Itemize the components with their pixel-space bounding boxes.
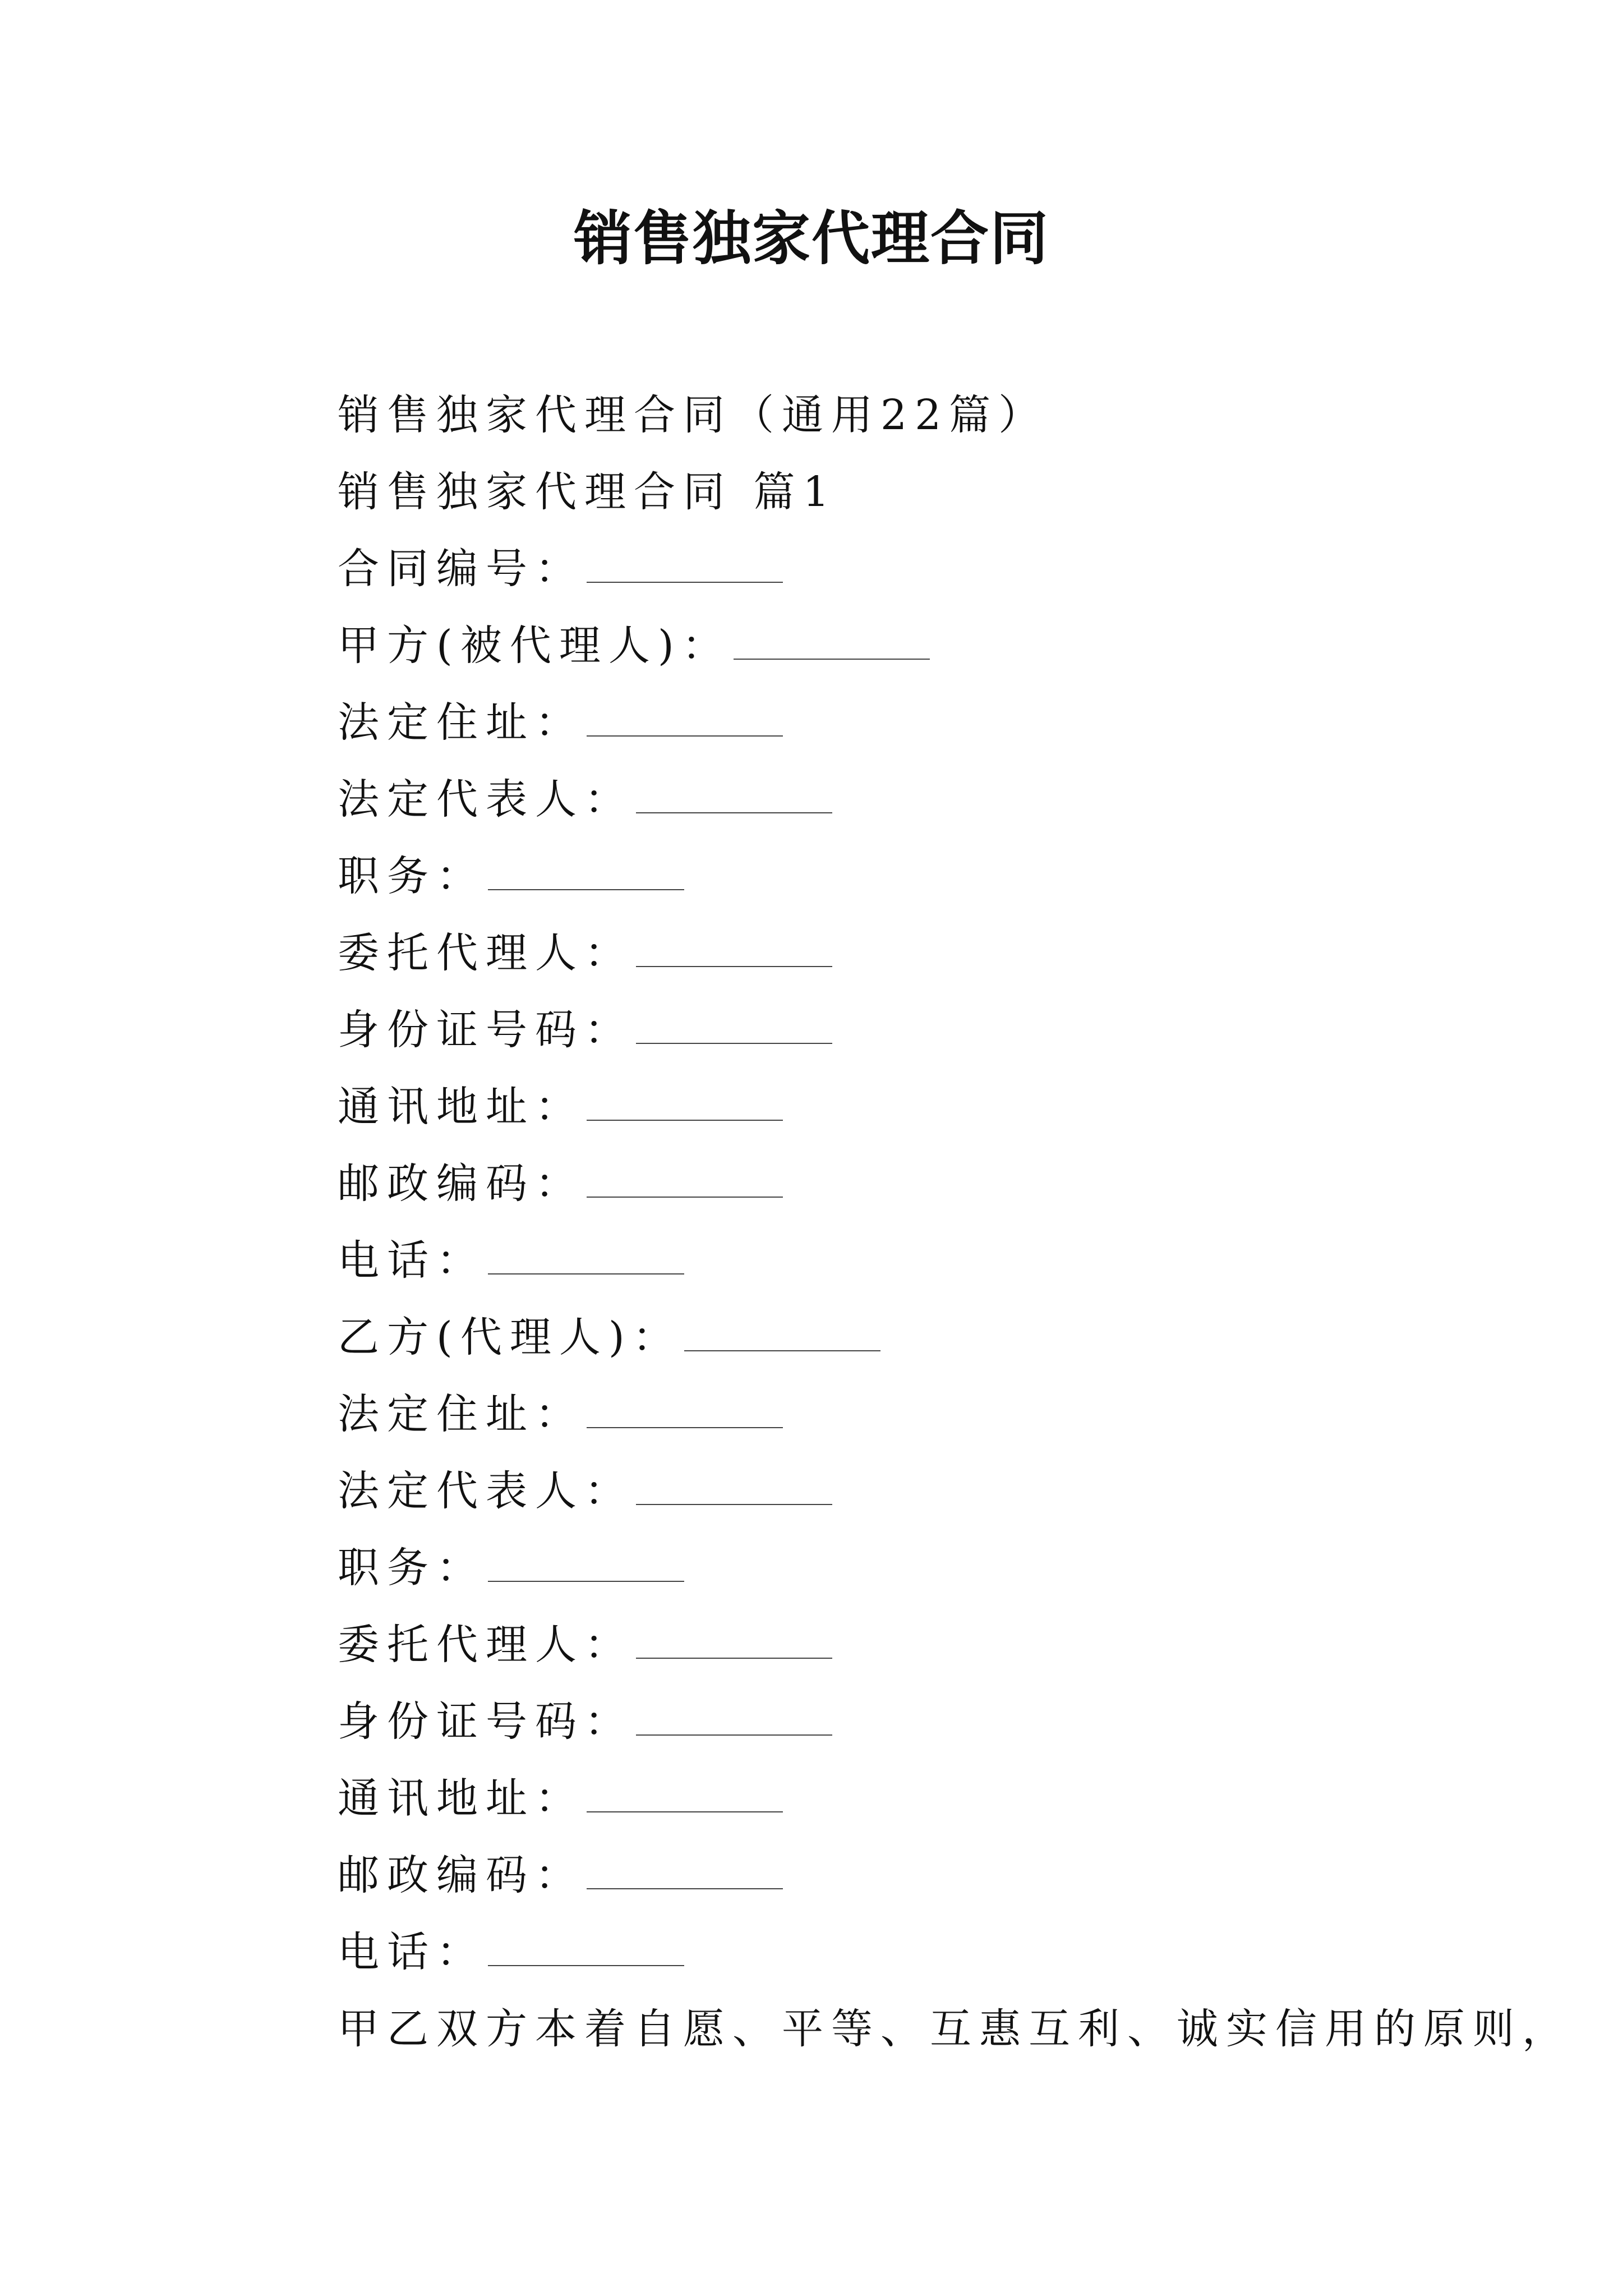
field-party-b-representative xyxy=(338,1453,1459,1530)
field-party-a-agent xyxy=(338,915,1459,992)
fill-in-blank xyxy=(636,1005,832,1044)
field-label: 法定代表人： xyxy=(338,1467,634,1515)
field-party-a-address xyxy=(338,684,1459,761)
field-party-a-position xyxy=(338,838,1459,915)
field-label: 邮政编码： xyxy=(338,1159,584,1208)
closing-paragraph: 甲乙双方本着自愿、平等、互惠互利、诚实信用的原则， xyxy=(338,2005,1571,2053)
field-party-a-phone xyxy=(338,1222,1459,1299)
document-subtitle: 销售独家代理合同（通用22篇） xyxy=(338,391,1048,439)
fill-in-blank xyxy=(488,1543,684,1582)
field-party-b-address xyxy=(338,1376,1459,1453)
field-label: 职务： xyxy=(338,1544,486,1592)
fill-in-blank xyxy=(587,1158,783,1198)
fill-in-blank xyxy=(587,1850,783,1889)
field-party-a-postcode xyxy=(338,1145,1459,1222)
fill-in-blank xyxy=(587,697,783,737)
field-party-a-id-number xyxy=(338,992,1459,1069)
field-party-b xyxy=(338,1299,1459,1376)
field-label: 身份证号码： xyxy=(338,1006,634,1054)
field-party-b-phone xyxy=(338,1914,1459,1991)
field-party-b-postcode xyxy=(338,1837,1459,1914)
field-label: 合同编号： xyxy=(338,545,584,593)
fill-in-blank xyxy=(636,1619,832,1659)
field-label: 委托代理人： xyxy=(338,929,634,977)
fill-in-blank xyxy=(587,1082,783,1121)
document-title: 销售独家代理合同 xyxy=(573,204,1049,273)
field-label: 邮政编码： xyxy=(338,1851,584,1899)
fill-in-blank xyxy=(587,1389,783,1428)
field-label: 委托代理人： xyxy=(338,1621,634,1669)
document-body xyxy=(338,377,1571,2068)
field-label: 乙方(代理人)： xyxy=(338,1313,682,1361)
fill-in-blank xyxy=(636,1466,832,1505)
fill-in-blank xyxy=(636,1696,832,1736)
field-party-a-mailing-address xyxy=(338,1069,1459,1145)
fill-in-blank xyxy=(636,774,832,813)
field-label: 职务： xyxy=(338,852,486,900)
fill-in-blank xyxy=(587,1773,783,1812)
field-label: 法定住址： xyxy=(338,698,584,747)
field-label: 电话： xyxy=(338,1236,486,1285)
fill-in-blank xyxy=(488,851,684,890)
field-party-b-agent xyxy=(338,1607,1459,1683)
field-party-b-position xyxy=(338,1530,1459,1607)
field-label: 通讯地址： xyxy=(338,1774,584,1823)
fill-in-blank xyxy=(488,1927,684,1966)
field-label: 甲方(被代理人)： xyxy=(338,622,731,670)
fill-in-blank xyxy=(636,928,832,967)
fill-in-blank xyxy=(587,544,783,583)
field-label: 法定代表人： xyxy=(338,775,634,823)
fill-in-blank xyxy=(684,1312,880,1351)
field-party-a xyxy=(338,608,1459,684)
field-party-b-id-number xyxy=(338,1683,1459,1760)
field-label: 电话： xyxy=(338,1928,486,1976)
field-label: 通讯地址： xyxy=(338,1083,584,1131)
fill-in-blank xyxy=(488,1235,684,1274)
field-label: 法定住址： xyxy=(338,1390,584,1438)
field-party-b-mailing-address xyxy=(338,1760,1459,1837)
field-label: 身份证号码： xyxy=(338,1697,634,1746)
fill-in-blank xyxy=(734,620,930,660)
section-heading: 销售独家代理合同 篇1 xyxy=(338,468,837,516)
field-party-a-representative xyxy=(338,761,1459,838)
field-contract-number xyxy=(338,531,1459,608)
